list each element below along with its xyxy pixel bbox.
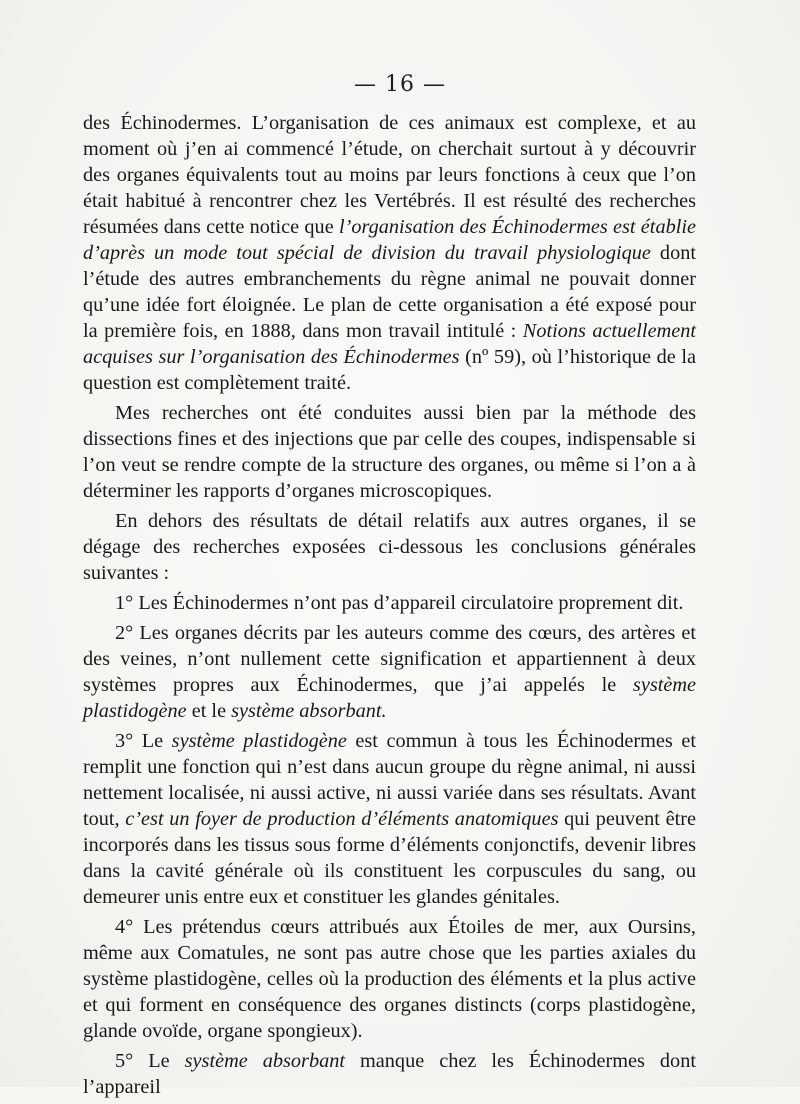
text-segment: manque chez les Échinodermes dont l’appareil (83, 1050, 696, 1098)
italic-text-segment: Notions actuellement acquises sur l’organisation des Échinodermes (83, 320, 696, 368)
italic-text-segment: système plastidogène (83, 674, 696, 722)
page-number: — 16 — (354, 72, 446, 97)
italic-text-segment: système plastidogène (171, 730, 347, 752)
paragraph (83, 1048, 696, 1100)
text-segment: dont l’étude des autres embranchements du règne animal ne pouvait donner qu’une idée fort éloignée. Le plan de cette organisation a été exposé pour la première fois, en 1888, dans mon travail intitulé : (83, 242, 696, 342)
text-segment: 3° Le (115, 730, 172, 752)
text-segment: 5° Le (115, 1050, 185, 1072)
text-segment: et le (186, 700, 232, 722)
italic-text-segment: système absorbant. (231, 700, 387, 722)
paragraph (83, 728, 696, 910)
paragraph (83, 620, 696, 724)
body-text (83, 110, 696, 1104)
text-segment: 4° Les prétendus cœurs attribués aux Étoiles de mer, aux Oursins, même aux Comatules, ne sont pas autre chose que les parties axiales du système plastidogène, celles où la production des éléments et la plus active et qui forment en conséquence des organes distincts (corps plastidogène, glande ovoïde, organe spongieux). (83, 916, 696, 1042)
paragraph (83, 914, 696, 1044)
text-segment: des Échinodermes. L’organisation de ces animaux est complexe, et au moment où j’en ai commencé l’étude, on cherchait surtout à y découvrir des organes équivalents tout au moins par leurs fonctions à ceux que l’on était habitué à rencontrer chez les Vertébrés. Il est résulté des recherches résumées dans cette notice que (83, 112, 696, 238)
italic-text-segment: système absorbant (184, 1050, 345, 1072)
italic-text-segment: l’organisation des Échinodermes est établie d’après un mode tout spécial de division du travail physiologique (83, 216, 696, 264)
text-segment: Mes recherches ont été conduites aussi bien par la méthode des dissections fines et des injections que par celle des coupes, indispensable si l’on veut se rendre compte de la structure des organes, ou même si l’on a à déterminer les rapports d’organes microscopiques. (83, 402, 696, 502)
text-segment: (nº 59), où l’historique de la question est complètement traité. (83, 346, 696, 394)
italic-text-segment: c’est un foyer de production d’éléments anatomiques (125, 808, 559, 830)
paragraph (83, 110, 696, 396)
text-segment: En dehors des résultats de détail relatifs aux autres organes, il se dégage des recherches exposées ci-dessous les conclusions générales suivantes : (83, 510, 696, 584)
text-segment: qui peuvent être incorporés dans les tissus sous forme d’éléments conjonctifs, devenir libres dans la cavité générale où ils constituent les corpuscules du sang, ou demeurer unis entre eux et constituer les glandes génitales. (83, 808, 696, 908)
paragraph (83, 400, 696, 504)
text-segment: 1° Les Échinodermes n’ont pas d’appareil circulatoire proprement dit. (115, 592, 684, 614)
text-segment: 2° Les organes décrits par les auteurs comme des cœurs, des artères et des veines, n’ont nullement cette signification et appartiennent à deux systèmes propres aux Échinodermes, que j’ai appelés le (83, 622, 696, 696)
paragraph (83, 590, 696, 616)
text-segment: est commun à tous les Échinodermes et remplit une fonction qui n’est dans aucun groupe du règne animal, ni aussi nettement localisée, ni aussi active, ni aussi variée dans ses résultats. Avant tout, (83, 730, 696, 830)
paragraph (83, 508, 696, 586)
